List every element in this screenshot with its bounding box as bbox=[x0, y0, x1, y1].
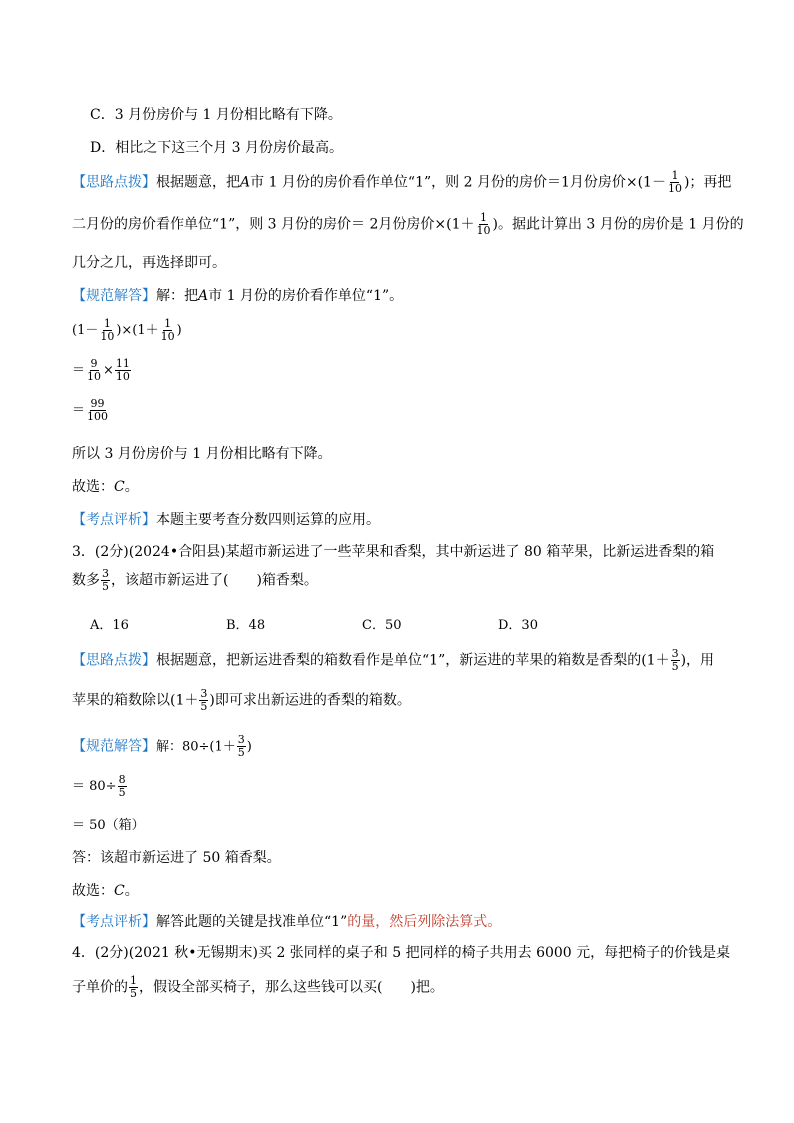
fraction: $\frac{3}{5}$ bbox=[102, 567, 109, 593]
q3-solution-line: 【规范解答】解：80÷(1＋ $\frac{3}{5}$ ) bbox=[72, 733, 252, 759]
conclusion: 所以 3 月份房价与 1 月份相比略有下降。 bbox=[72, 446, 332, 462]
q4-stem-line-2: 子单价的 $\frac{1}{5}$ ，假设全部买椅子，那么这些钱可以买( )把。 bbox=[72, 974, 444, 1000]
q3-hint-line-2: 苹果的箱数除以(1＋ $\frac{3}{5}$ )即可求出新运进的香梨的箱数。 bbox=[72, 687, 411, 713]
q3-stem-line-1: 3．(2分)(2024•合阳县)某超市新运进了一些苹果和香梨，其中新运进了 80 箱苹果，比新运进香梨的箱 bbox=[72, 544, 715, 560]
answer-line: 故选：C。 bbox=[72, 479, 139, 495]
fraction: $\frac{8}{5}$ bbox=[118, 773, 126, 799]
q3-review-line: 【考点评析】解答此题的关键是找准单位“1”的量，然后列除法算式。 bbox=[72, 914, 502, 930]
q3-option-d: D．30 bbox=[498, 618, 538, 633]
q3-calc-step-3: ＝ 50（箱） bbox=[72, 818, 145, 833]
fraction: $\frac{1}{10}$ bbox=[100, 317, 115, 343]
solution-tag: 【规范解答】 bbox=[72, 288, 156, 304]
hint-line-2: 二月份的房价看作单位“1”，则 3 月份的房价＝ 2月份房价×(1＋ $\frac{1}{10}$ )。据此计算出 3 月份的房价是 1 月份的 bbox=[72, 211, 744, 237]
fraction: $\frac{1}{5}$ bbox=[130, 974, 137, 1000]
solution-line: 【规范解答】解：把A市 1 月份的房价看作单位“1”。 bbox=[72, 288, 404, 304]
q3-stem-line-2: 数多 $\frac{3}{5}$ ，该超市新运进了( )箱香梨。 bbox=[72, 567, 318, 593]
option-d: D．相比之下这三个月 3 月份房价最高。 bbox=[90, 140, 344, 156]
calc-step-1: (1－ $\frac{1}{10}$ )×(1＋ $\frac{1}{10}$ ) bbox=[72, 317, 182, 343]
review-tag: 【考点评析】 bbox=[72, 512, 156, 528]
fraction: $\frac{1}{10}$ bbox=[160, 317, 175, 343]
fraction: $\frac{9}{10}$ bbox=[87, 357, 102, 383]
q3-calc-step-2: ＝ 80÷ $\frac{8}{5}$ bbox=[72, 773, 126, 799]
q4-stem-line-1: 4．(2分)(2021 秋•无锡期末)买 2 张同样的桌子和 5 把同样的椅子共用去 6000 元，每把椅子的价钱是桌 bbox=[72, 945, 731, 961]
fraction: $\frac{3}{5}$ bbox=[237, 733, 245, 759]
hint-tag: 【思路点拨】 bbox=[72, 174, 156, 191]
fraction: $\frac{99}{100}$ bbox=[87, 397, 109, 423]
fraction: $\frac{11}{10}$ bbox=[115, 357, 130, 383]
review-line: 【考点评析】本题主要考查分数四则运算的应用。 bbox=[72, 512, 380, 528]
hint-line-3: 几分之几，再选择即可。 bbox=[72, 255, 226, 271]
fraction: $\frac{1}{10}$ bbox=[476, 211, 491, 237]
fraction: $\frac{3}{5}$ bbox=[671, 647, 679, 673]
hint-line-1: 【思路点拨】根据题意，把A市 1 月份的房价看作单位“1”，则 2 月份的房价＝1月份房价×(1－ $\frac{1}{10}$ )；再把 bbox=[72, 169, 732, 195]
q3-option-b: B．48 bbox=[226, 618, 266, 633]
q3-hint-line-1: 【思路点拨】根据题意，把新运进香梨的箱数看作是单位“1”，新运进的苹果的箱数是香梨的(1＋ $\frac{3}{5}$ )，用 bbox=[72, 647, 715, 673]
calc-step-3: ＝ $\frac{99}{100}$ bbox=[72, 397, 109, 423]
fraction: $\frac{1}{10}$ bbox=[667, 169, 682, 195]
q3-answer-line: 故选：C。 bbox=[72, 883, 139, 899]
option-c: C．3 月份房价与 1 月份相比略有下降。 bbox=[90, 107, 342, 123]
q3-option-a: A．16 bbox=[90, 618, 129, 633]
calc-step-2: ＝ $\frac{9}{10}$ × $\frac{11}{10}$ bbox=[72, 357, 130, 383]
q3-options bbox=[90, 614, 690, 634]
q3-final-answer: 答：该超市新运进了 50 箱香梨。 bbox=[72, 850, 281, 866]
fraction: $\frac{3}{5}$ bbox=[200, 687, 208, 713]
q3-option-c: C．50 bbox=[362, 618, 402, 633]
